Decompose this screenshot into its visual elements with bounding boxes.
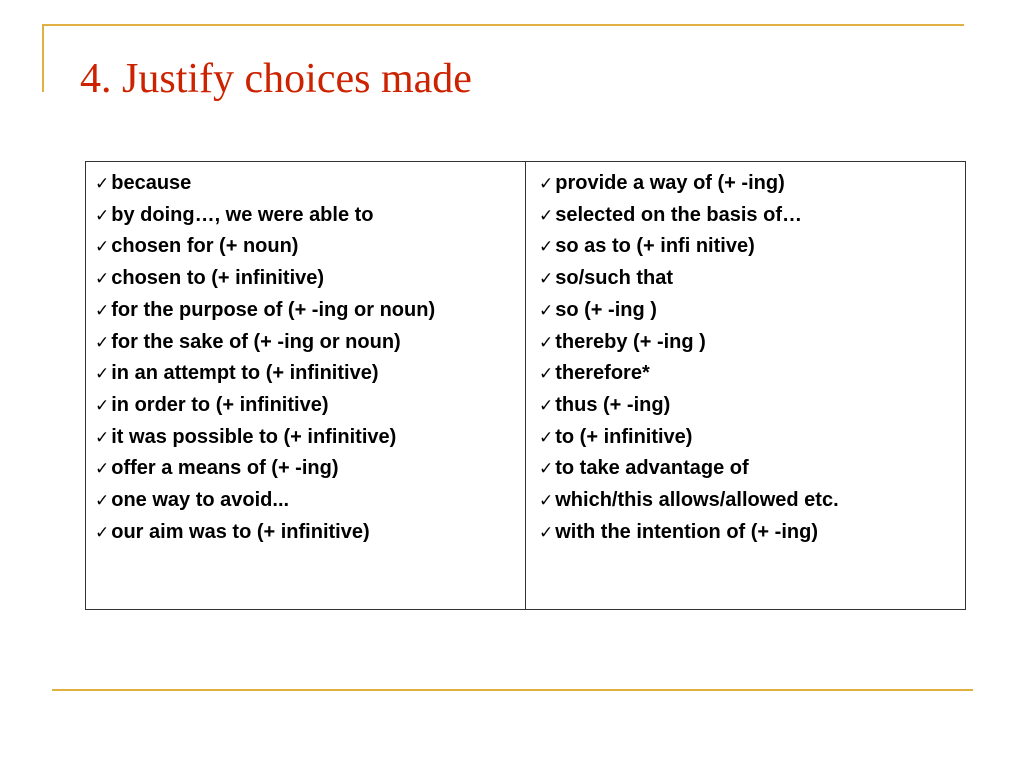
phrase-text: because — [111, 172, 192, 194]
phrase-item — [539, 231, 957, 263]
phrase-text: provide a way of (+ -ing) — [555, 172, 785, 194]
phrase-text: chosen for (+ noun) — [111, 235, 299, 258]
checkmark-icon: ✓ — [539, 237, 554, 258]
checkmark-icon: ✓ — [95, 364, 110, 385]
phrase-text: in order to (+ infinitive) — [111, 393, 329, 416]
checkmark-icon: ✓ — [539, 427, 554, 448]
phrase-text: selected on the basis of… — [555, 203, 802, 226]
checkmark-icon: ✓ — [95, 491, 110, 512]
phrase-item — [95, 168, 517, 200]
phrase-item — [95, 327, 517, 359]
phrase-text: our aim was to (+ infinitive) — [111, 520, 370, 543]
frame-top-rule — [43, 24, 964, 26]
phrase-text: chosen to (+ infinitive) — [111, 267, 325, 290]
phrase-table — [85, 161, 966, 610]
slide-title: 4. Justify choices made — [80, 56, 472, 102]
checkmark-icon: ✓ — [95, 174, 110, 194]
phrase-text: thereby (+ -ing ) — [555, 330, 706, 353]
phrase-text: so (+ -ing ) — [555, 298, 657, 321]
checkmark-icon: ✓ — [539, 174, 554, 194]
checkmark-icon: ✓ — [95, 427, 110, 448]
phrase-item — [539, 263, 957, 295]
phrase-list-right — [539, 168, 957, 548]
phrase-item — [539, 295, 957, 327]
checkmark-icon: ✓ — [95, 522, 110, 543]
frame-bottom-rule — [52, 689, 973, 691]
phrase-text: in an attempt to (+ infinitive) — [111, 362, 379, 385]
phrase-text: with the intention of (+ -ing) — [555, 520, 818, 543]
phrase-text: so/such that — [555, 267, 674, 290]
phrase-item — [539, 200, 957, 232]
phrase-item — [539, 422, 957, 454]
phrase-column-left — [86, 162, 526, 609]
checkmark-icon: ✓ — [95, 300, 110, 321]
phrase-text: to (+ infinitive) — [555, 425, 693, 448]
phrase-text: which/this allows/allowed etc. — [555, 489, 839, 512]
phrase-text: it was possible to (+ infinitive) — [111, 425, 397, 448]
phrase-column-right — [526, 162, 965, 609]
phrase-text: to take advantage of — [555, 457, 749, 480]
checkmark-icon: ✓ — [95, 269, 110, 290]
checkmark-icon: ✓ — [539, 269, 554, 290]
phrase-item — [539, 485, 957, 517]
checkmark-icon: ✓ — [95, 332, 110, 353]
phrase-list-left — [95, 168, 517, 548]
phrase-text: offer a means of (+ -ing) — [111, 457, 339, 480]
phrase-item — [95, 390, 517, 422]
checkmark-icon: ✓ — [539, 364, 554, 385]
checkmark-icon: ✓ — [95, 205, 110, 226]
phrase-item — [539, 390, 957, 422]
phrase-item — [95, 453, 517, 485]
phrase-item — [95, 231, 517, 263]
phrase-item — [539, 453, 957, 485]
checkmark-icon: ✓ — [539, 491, 554, 512]
frame-left-rule — [42, 24, 44, 92]
phrase-text: so as to (+ infi nitive) — [555, 235, 755, 258]
checkmark-icon: ✓ — [539, 395, 554, 416]
phrase-item — [539, 327, 957, 359]
phrase-item — [95, 263, 517, 295]
phrase-item — [539, 358, 957, 390]
phrase-text: for the sake of (+ -ing or noun) — [111, 330, 401, 353]
phrase-text: for the purpose of (+ -ing or noun) — [111, 298, 436, 321]
phrase-text: one way to avoid... — [111, 489, 290, 512]
phrase-text: thus (+ -ing) — [555, 393, 671, 416]
phrase-item — [539, 168, 957, 200]
checkmark-icon: ✓ — [95, 459, 110, 480]
phrase-item — [95, 358, 517, 390]
checkmark-icon: ✓ — [95, 395, 110, 416]
phrase-item — [95, 295, 517, 327]
checkmark-icon: ✓ — [539, 300, 554, 321]
phrase-item — [95, 422, 517, 454]
phrase-text: by doing…, we were able to — [111, 203, 374, 226]
checkmark-icon: ✓ — [539, 205, 554, 226]
checkmark-icon: ✓ — [95, 237, 110, 258]
phrase-item — [95, 517, 517, 549]
checkmark-icon: ✓ — [539, 332, 554, 353]
phrase-text: therefore* — [555, 362, 650, 385]
phrase-item — [95, 485, 517, 517]
phrase-item — [95, 200, 517, 232]
phrase-item — [539, 517, 957, 549]
checkmark-icon: ✓ — [539, 522, 554, 543]
checkmark-icon: ✓ — [539, 459, 554, 480]
